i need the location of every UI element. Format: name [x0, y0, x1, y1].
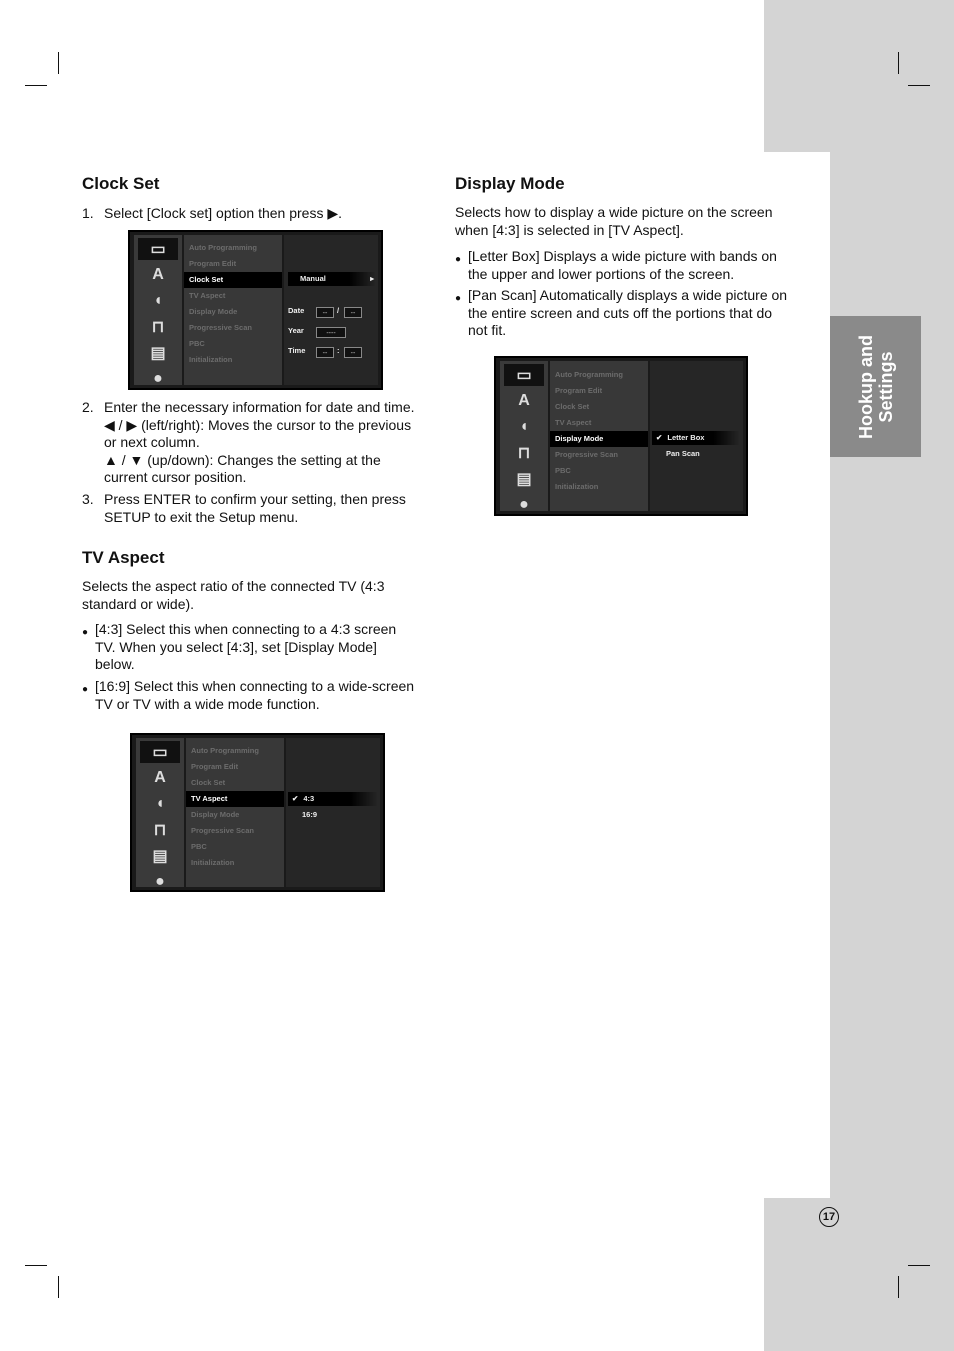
- film-icon: ▤: [152, 848, 168, 865]
- monitor-icon: ▭: [140, 741, 180, 763]
- osd-menu-item: Auto Programming: [555, 370, 623, 379]
- osd-menu-item: Display Mode: [191, 810, 240, 819]
- osd-date-separator: /: [337, 306, 340, 315]
- tv-aspect-heading: TV Aspect: [82, 548, 165, 567]
- check-icon: ✔: [292, 794, 299, 803]
- clock-set-step-3: 3. Press ENTER to confirm your setting, then press SETUP to exit the Setup menu.: [82, 491, 406, 525]
- osd-menu-item-selected: TV Aspect: [186, 791, 284, 807]
- crop-mark: [898, 52, 899, 74]
- osd-menu-item: TV Aspect: [555, 418, 592, 427]
- section-tab: [830, 316, 921, 457]
- section-tab-label: Hookup and Settings: [855, 334, 896, 439]
- crop-mark: [25, 85, 47, 86]
- disc-icon: ●: [519, 496, 529, 513]
- lock-icon: ⊓: [151, 319, 165, 336]
- osd-menu-item: PBC: [189, 339, 205, 348]
- display-mode-bullet-pan-scan: ● [Pan Scan] Automatically displays a wide picture on the entire screen and cuts off the portions that do not fit.: [455, 287, 788, 338]
- side-panel: [830, 152, 954, 1198]
- osd-menu-item: Progressive Scan: [555, 450, 618, 459]
- osd-menu-item: PBC: [191, 842, 207, 851]
- osd-tv-aspect-screen: [130, 733, 385, 892]
- tv-aspect-intro: Selects the aspect ratio of the connected TV (4:3 standard or wide).: [82, 578, 385, 612]
- osd-menu-item: Clock Set: [191, 778, 226, 787]
- film-icon: ▤: [516, 471, 532, 488]
- side-panel-top: [764, 0, 954, 152]
- letter-a-icon: A: [518, 392, 530, 409]
- tv-aspect-bullet-4-3: ● [4:3] Select this when connecting to a 4:3 screen TV. When you select [4:3], set [Display Mode] below.: [82, 621, 397, 672]
- osd-menu-item: Initialization: [555, 482, 599, 491]
- osd-menu-list: [186, 738, 284, 887]
- osd-menu-item: Clock Set: [555, 402, 590, 411]
- display-mode-heading: Display Mode: [455, 174, 565, 193]
- osd-menu-item: Auto Programming: [191, 746, 259, 755]
- osd-time-label: Time: [288, 346, 306, 355]
- osd-option-selected: ✔ 4:3: [288, 792, 378, 806]
- speaker-icon: ◖: [155, 795, 165, 812]
- bullet-icon: ●: [455, 293, 462, 304]
- osd-time-separator: :: [337, 346, 340, 355]
- display-mode-intro: Selects how to display a wide picture on the screen when [4:3] is selected in [TV Aspect].: [455, 204, 773, 238]
- osd-clock-set-screen: [128, 230, 383, 390]
- osd-icon-column: [134, 235, 182, 385]
- crop-mark: [25, 1265, 47, 1266]
- speaker-icon: ◖: [519, 418, 529, 435]
- bullet-icon: ●: [82, 684, 89, 695]
- display-mode-bullet-letter-box: ● [Letter Box] Displays a wide picture with bands on the upper and lower portions of the screen.: [455, 248, 777, 282]
- osd-submenu: [284, 235, 378, 385]
- osd-option-selected: ✔ Letter Box: [652, 431, 740, 445]
- osd-menu-item: Initialization: [191, 858, 235, 867]
- crop-mark: [908, 1265, 930, 1266]
- osd-menu-item: TV Aspect: [189, 291, 226, 300]
- osd-menu-item: Program Edit: [191, 762, 239, 771]
- bullet-icon: ●: [82, 627, 89, 638]
- osd-menu-item: Progressive Scan: [191, 826, 254, 835]
- clock-set-heading: Clock Set: [82, 174, 160, 193]
- osd-display-mode-screen: [494, 356, 748, 516]
- osd-submenu: [286, 738, 380, 887]
- page-number: 17: [819, 1207, 839, 1227]
- osd-menu-item-selected: Clock Set: [184, 272, 282, 288]
- osd-year-field: ----: [316, 327, 346, 338]
- clock-set-step-1: 1. Select [Clock set] option then press ▶.: [82, 205, 342, 221]
- osd-menu-item-selected: Display Mode: [550, 431, 648, 447]
- osd-time-field: --: [344, 347, 362, 358]
- osd-menu-list: [184, 235, 282, 385]
- bullet-icon: ●: [455, 254, 462, 265]
- osd-option-selected: Manual ▸: [288, 272, 376, 286]
- crop-mark: [58, 52, 59, 74]
- crop-mark: [908, 85, 930, 86]
- crop-mark: [898, 1276, 899, 1298]
- osd-menu-list: [550, 361, 648, 511]
- osd-menu-item: Auto Programming: [189, 243, 257, 252]
- osd-date-field: --: [316, 307, 334, 318]
- osd-menu-item: Display Mode: [189, 307, 238, 316]
- speaker-icon: ◖: [153, 292, 163, 309]
- lock-icon: ⊓: [153, 822, 167, 839]
- osd-submenu: [650, 361, 743, 511]
- lock-icon: ⊓: [517, 445, 531, 462]
- disc-icon: ●: [155, 873, 165, 890]
- osd-menu-item: Initialization: [189, 355, 233, 364]
- osd-menu-item: Progressive Scan: [189, 323, 252, 332]
- letter-a-icon: A: [152, 266, 164, 283]
- arrow-right-icon: ▸: [370, 274, 374, 283]
- osd-icon-column: [500, 361, 548, 511]
- check-icon: ✔: [656, 433, 663, 442]
- letter-a-icon: A: [154, 769, 166, 786]
- osd-option: Pan Scan: [666, 449, 700, 458]
- osd-menu-item: Program Edit: [555, 386, 603, 395]
- clock-set-step-2: 2. Enter the necessary information for date and time. ◀ / ▶ (left/right): Moves the cursor to the previous or next column. ▲ / ▼ (up/down): Changes the setting at the current cursor position.: [82, 399, 415, 485]
- side-panel-bottom: [764, 1198, 954, 1351]
- osd-year-label: Year: [288, 326, 304, 335]
- monitor-icon: ▭: [504, 364, 544, 386]
- osd-menu-item: PBC: [555, 466, 571, 475]
- osd-date-field: --: [344, 307, 362, 318]
- osd-icon-column: [136, 738, 184, 890]
- osd-date-label: Date: [288, 306, 305, 315]
- disc-icon: ●: [153, 370, 163, 387]
- crop-mark: [58, 1276, 59, 1298]
- tv-aspect-bullet-16-9: ● [16:9] Select this when connecting to a wide-screen TV or TV with a wide mode function.: [82, 678, 415, 712]
- monitor-icon: ▭: [138, 238, 178, 260]
- osd-option: 16:9: [302, 810, 318, 819]
- osd-menu-item: Program Edit: [189, 259, 237, 268]
- film-icon: ▤: [150, 345, 166, 362]
- osd-time-field: --: [316, 347, 334, 358]
